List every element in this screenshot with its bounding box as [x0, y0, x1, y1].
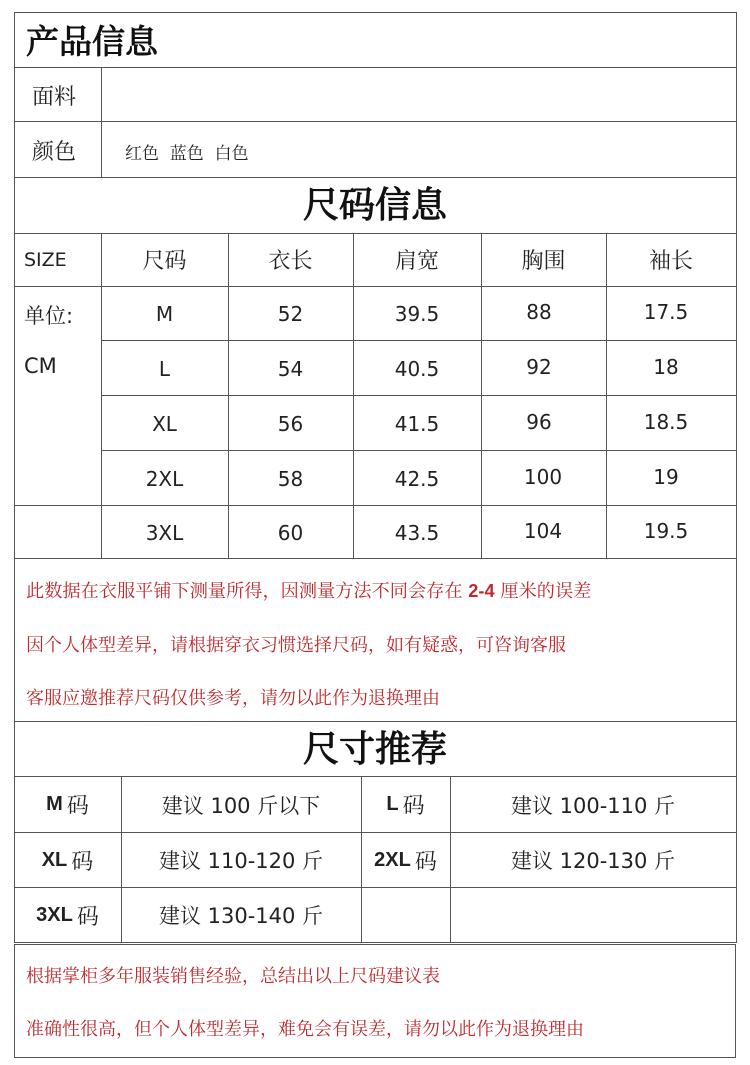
recommend-size-label: 2XL	[374, 848, 411, 871]
note-line-2: 因个人体型差异，请根据穿衣习惯选择尺码，如有疑惑，可咨询客服	[26, 635, 566, 656]
chest-cell: 92	[526, 354, 552, 379]
recommend-text: 建议 120-130 斤	[510, 849, 676, 873]
note-line-1-bold: 2-4	[468, 581, 495, 601]
size-info-title: 尺码信息	[302, 185, 447, 226]
shoulder-cell: 39.5	[394, 302, 440, 326]
note-line-1-post: 厘米的误差	[494, 581, 592, 602]
sleeve-cell: 18.5	[643, 409, 689, 434]
recommend-empty-text	[450, 888, 736, 942]
recommend-size-unit: 码	[402, 794, 425, 819]
size-cell: 2XL	[145, 466, 184, 491]
chest-cell: 96	[526, 409, 552, 434]
recommend-size-label: XL	[41, 848, 68, 871]
chest-cell: 88	[526, 300, 552, 324]
shoulder-cell: 42.5	[394, 466, 440, 491]
size-cell: XL	[152, 411, 177, 436]
footer-line-2: 准确性很高，但个人体型差异，难免会有误差，请勿以此作为退换理由	[26, 1019, 584, 1040]
note-line-1-pre: 此数据在衣服平铺下测量所得，因测量方法不同会存在	[26, 581, 469, 602]
recommend-text: 建议 130-140 斤	[158, 904, 324, 928]
length-cell: 52	[277, 302, 304, 326]
header-length: 衣长	[268, 249, 313, 274]
recommend-size-unit: 码	[66, 794, 89, 819]
chest-cell: 100	[523, 464, 563, 489]
recommend-size-m	[14, 777, 121, 832]
chest-cell: 104	[523, 518, 563, 543]
color-value: 红色 蓝色 白色	[125, 144, 249, 164]
header-shoulder: 肩宽	[394, 249, 439, 274]
header-sleeve: 袖长	[648, 249, 693, 274]
recommend-size-label: L	[386, 793, 399, 815]
footer-line-1: 根据掌柜多年服装销售经验，总结出以上尺码建议表	[26, 966, 440, 987]
recommend-text: 建议 100 斤以下	[161, 793, 321, 818]
unit-label: 单位:	[24, 304, 74, 328]
length-cell: 58	[277, 466, 304, 491]
header-size: SIZE	[24, 248, 67, 271]
recommend-size-unit: 码	[414, 849, 437, 875]
note-line-3: 客服应邀推荐尺码仅供参考，请勿以此作为退换理由	[26, 688, 440, 709]
recommend-size-unit: 码	[76, 904, 99, 930]
size-cell: L	[158, 356, 171, 381]
recommend-title: 尺寸推荐	[302, 729, 447, 770]
recommend-size-3xl	[14, 888, 121, 942]
shoulder-cell: 40.5	[394, 356, 440, 381]
header-chima: 尺码	[142, 249, 187, 274]
recommend-size-label: M	[46, 793, 63, 815]
unit-cm: CM	[24, 354, 57, 378]
recommend-size-l	[361, 777, 450, 832]
recommend-size-2xl	[361, 833, 450, 887]
fabric-label: 面料	[32, 85, 77, 110]
shoulder-cell: 43.5	[394, 520, 440, 545]
length-cell: 56	[277, 411, 304, 436]
sleeve-cell: 19	[653, 464, 679, 489]
color-label: 颜色	[32, 140, 77, 165]
recommend-text: 建议 110-120 斤	[158, 849, 324, 873]
recommend-empty-size	[361, 888, 450, 942]
recommend-text: 建议 100-110 斤	[510, 793, 676, 818]
sleeve-cell: 19.5	[643, 518, 689, 543]
sleeve-cell: 17.5	[643, 300, 689, 324]
length-cell: 54	[277, 356, 304, 381]
size-cell: 3XL	[145, 520, 184, 545]
recommend-size-label: 3XL	[36, 903, 73, 926]
length-cell: 60	[277, 520, 304, 545]
header-chest: 胸围	[521, 249, 566, 274]
size-cell: M	[155, 302, 174, 326]
product-info-title: 产品信息	[26, 22, 158, 61]
sleeve-cell: 18	[653, 354, 679, 379]
shoulder-cell: 41.5	[394, 411, 440, 436]
recommend-size-unit: 码	[71, 849, 94, 875]
recommend-size-xl	[14, 833, 121, 887]
